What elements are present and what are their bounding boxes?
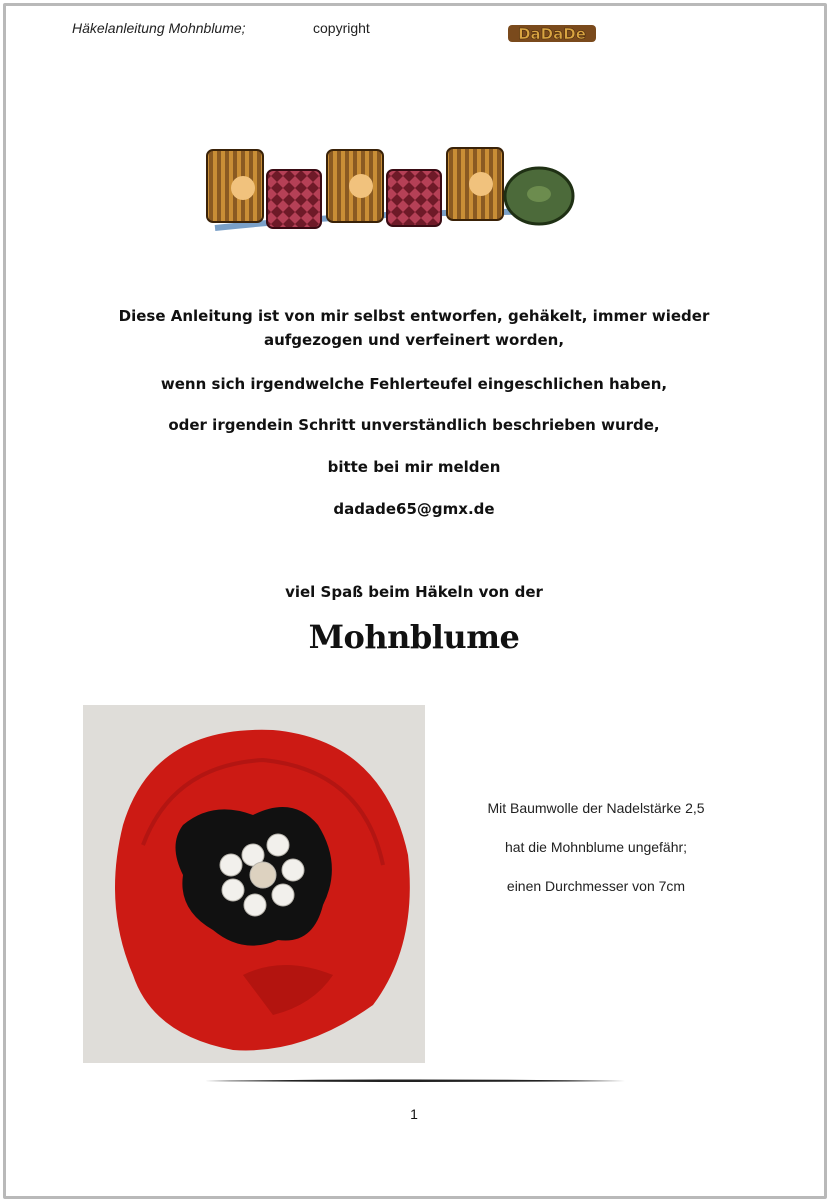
footer-divider (205, 1077, 625, 1085)
header-logo (508, 22, 596, 44)
poppy-photo (83, 705, 425, 1063)
intro-line-2: wenn sich irgendwelche Fehlerteufel eingeschlichen haben, (160, 375, 668, 393)
info-line-2: hat die Mohnblume ungefähr; (504, 839, 688, 855)
info-line-3: einen Durchmesser von 7cm (506, 878, 686, 894)
page-title: Mohnblume (308, 618, 520, 656)
page-number: 1 (410, 1106, 418, 1122)
header-copyright: copyright (313, 20, 370, 36)
dadade-logo (205, 140, 577, 240)
header-logo-text: DaDaDe (518, 25, 586, 43)
intro-line-3: oder irgendein Schritt unverständlich beschrieben wurde, (168, 416, 660, 434)
contact-email[interactable]: dadade65@gmx.de (333, 500, 495, 518)
header-title: Häkelanleitung Mohnblume; (72, 20, 246, 36)
intro-line-5: viel Spaß beim Häkeln von der (285, 583, 543, 601)
logo-text: DaDaDe (388, 238, 394, 239)
info-line-1: Mit Baumwolle der Nadelstärke 2,5 (487, 800, 705, 816)
intro-line-4: bitte bei mir melden (327, 458, 501, 476)
intro-line-1: Diese Anleitung ist von mir selbst entworfen, gehäkelt, immer wieder aufgezogen und verfeinert worden, (118, 307, 710, 349)
